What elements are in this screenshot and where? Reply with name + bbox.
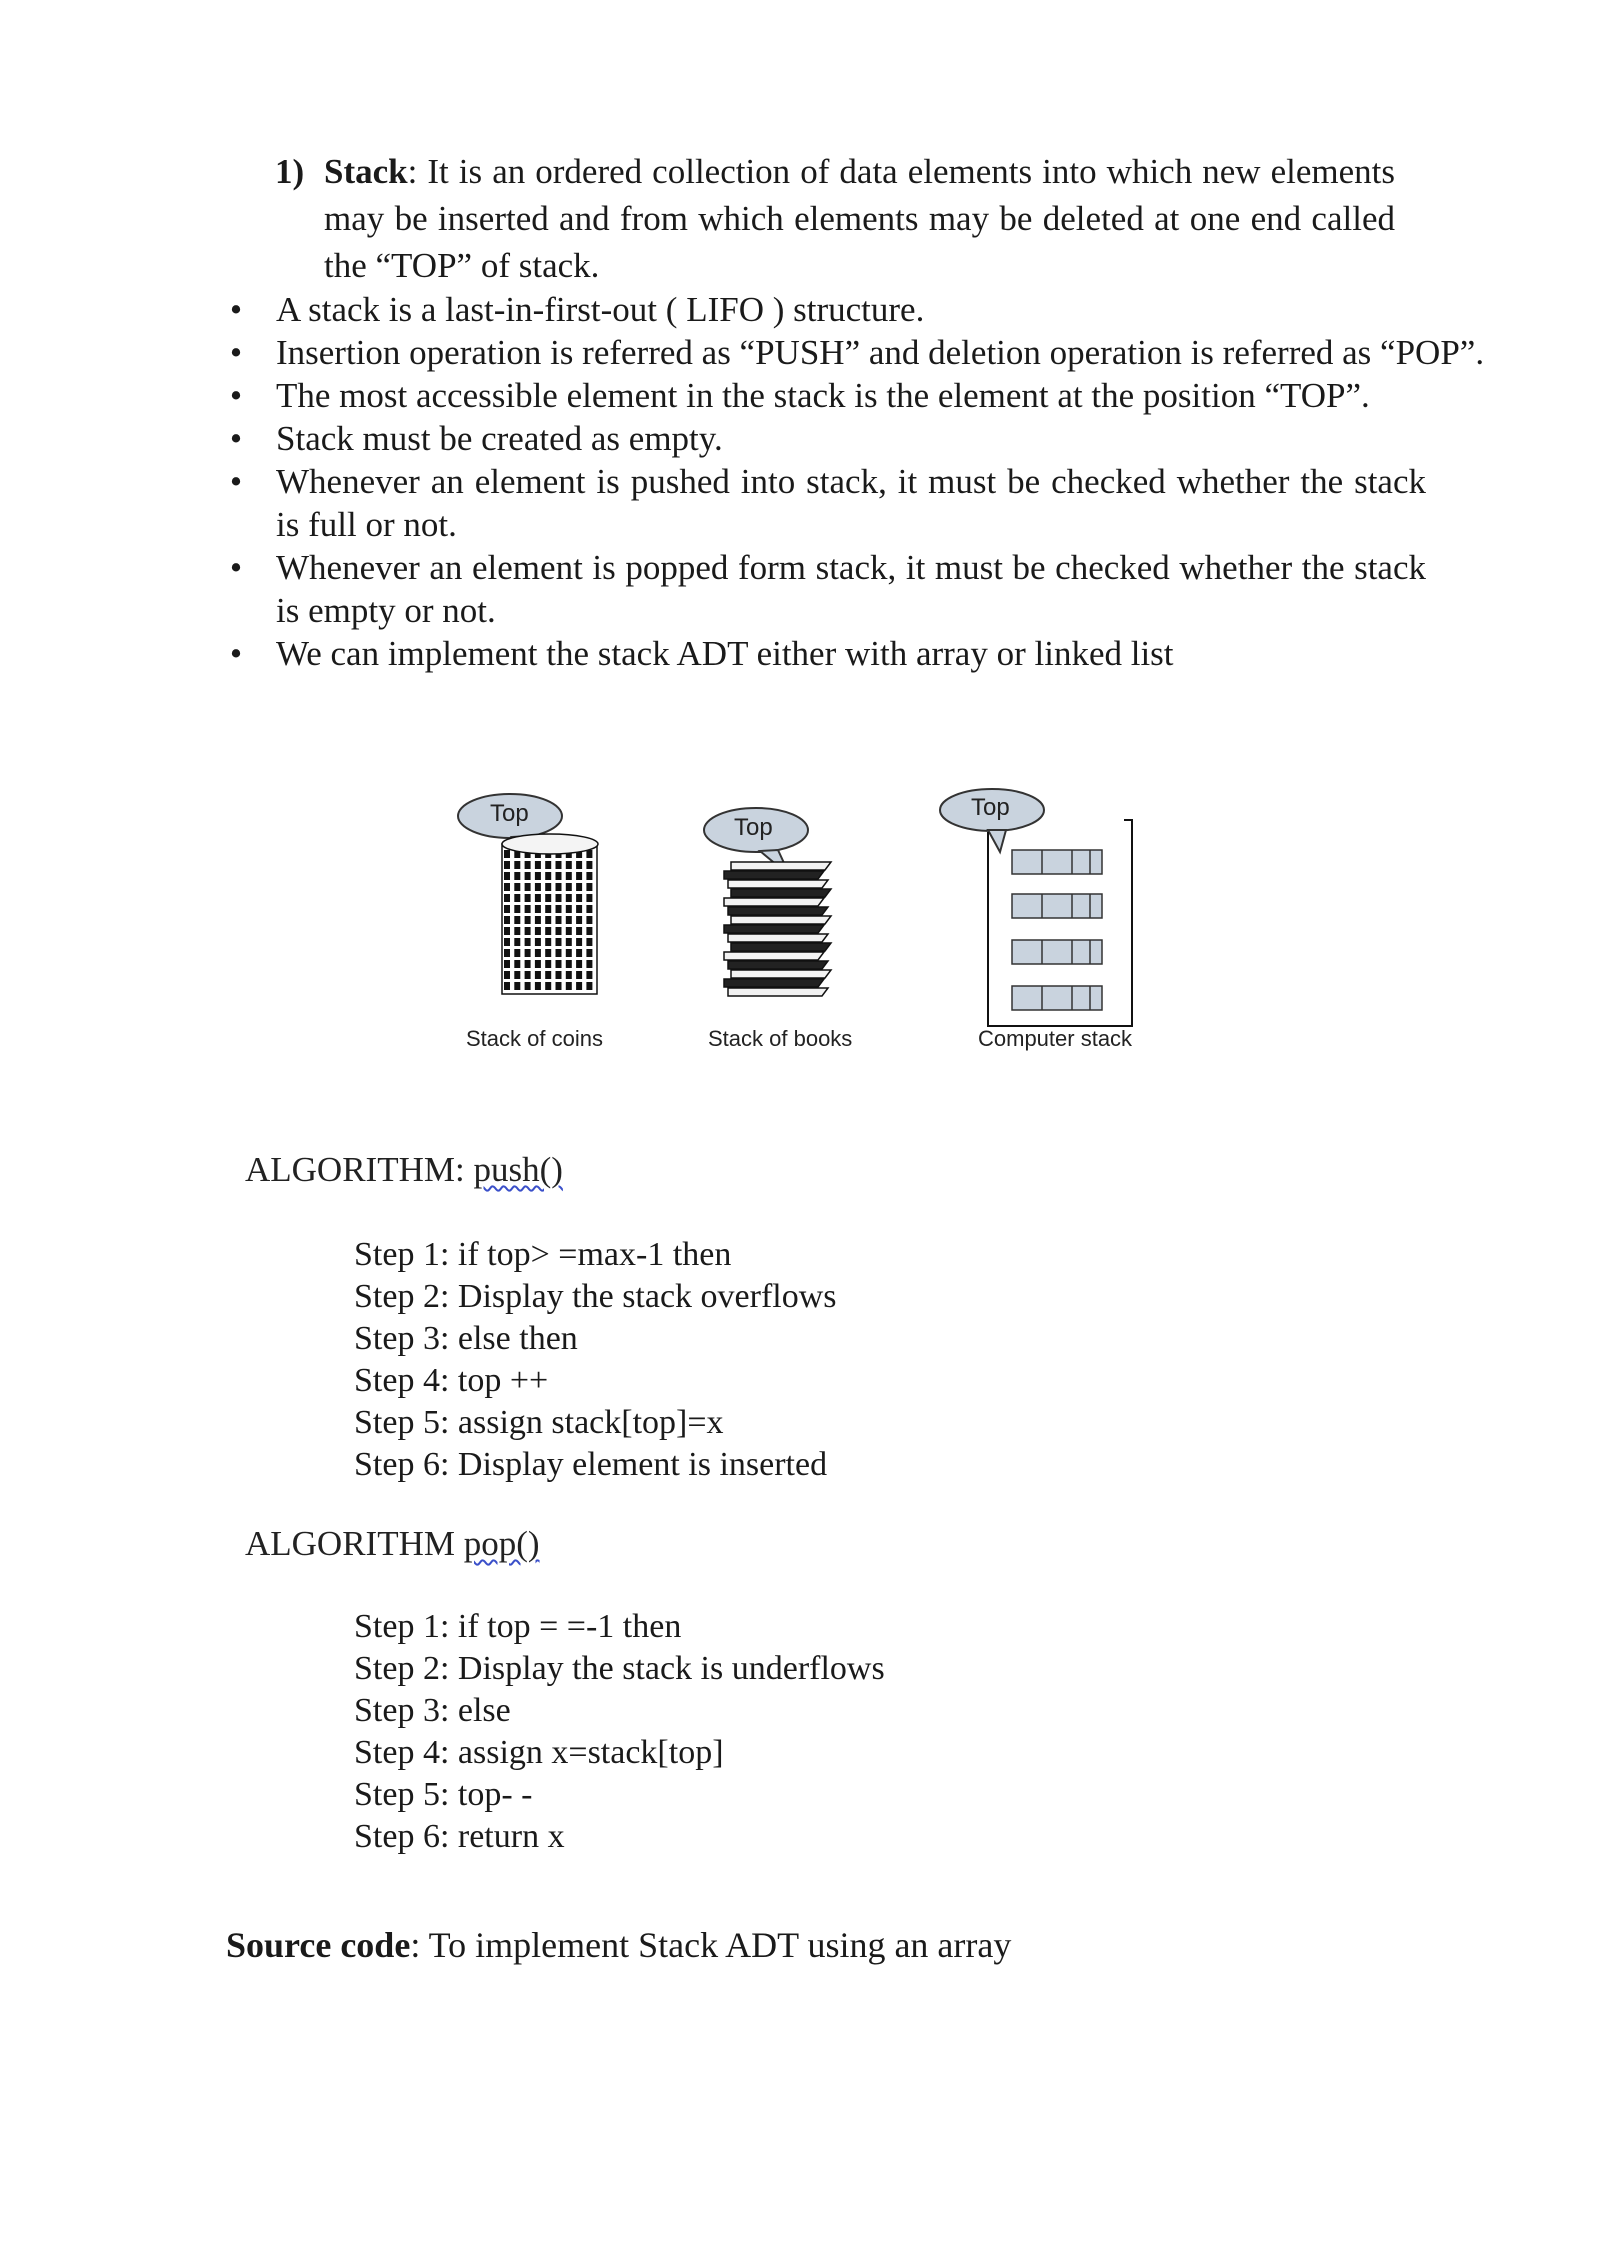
algorithm-step: Step 5: assign stack[top]=x <box>354 1404 724 1441</box>
bullet-item: • The most accessible element in the stack is the element at the position “TOP”. <box>226 374 1486 417</box>
pop-function-name: pop() <box>463 1524 540 1563</box>
push-algorithm-steps <box>354 1234 837 1486</box>
computer-stack-cells <box>1012 850 1102 1010</box>
bullet-item: • A stack is a last-in-first-out ( LIFO ) structure. <box>226 288 1486 331</box>
bullet-dot: • <box>229 333 243 372</box>
bullet-item: • We can implement the stack ADT either with array or linked list <box>226 632 1486 675</box>
books-top-label: Top <box>734 814 773 841</box>
coins-top-label: Top <box>490 800 529 827</box>
bullet-item: • Insertion operation is referred as “PUSH” and deletion operation is referred as “POP”. <box>226 331 1486 374</box>
push-function-name: push() <box>473 1150 563 1189</box>
computer-caption: Computer stack <box>978 1026 1133 1051</box>
algorithm-step: Step 3: else then <box>354 1320 578 1357</box>
book-stack-shape <box>724 862 831 996</box>
pop-algorithm-title: ALGORITHM pop() <box>245 1524 540 1563</box>
algorithm-step: Step 4: assign x=stack[top] <box>354 1734 724 1771</box>
algorithm-step: Step 1: if top> =max-1 then <box>354 1236 732 1273</box>
source-code-text: : To implement Stack ADT using an array <box>410 1925 1012 1965</box>
algorithm-step: Step 5: top- - <box>354 1776 533 1813</box>
bullet-dot: • <box>229 419 243 458</box>
stack-examples-figure <box>440 780 1200 1080</box>
coin-stack-shape <box>502 834 598 994</box>
stack-properties-list <box>226 288 1486 675</box>
push-algorithm-title: ALGORITHM: push() <box>245 1150 563 1189</box>
books-caption: Stack of books <box>708 1026 853 1051</box>
bullet-dot: • <box>229 462 243 501</box>
bullet-item: • Stack must be created as empty. <box>226 417 1486 460</box>
bullet-dot: • <box>229 376 243 415</box>
source-code-term: Source code <box>226 1925 411 1965</box>
bullet-dot: • <box>229 548 243 587</box>
definition-text: : It is an ordered collection of data elements into which new elements may be inserted and from which elements may be deleted at one end called the “TOP” of stack. <box>324 152 1395 285</box>
algorithm-step: Step 3: else <box>354 1692 511 1729</box>
algorithm-step: Step 4: top ++ <box>354 1362 549 1399</box>
algorithm-step: Step 2: Display the stack is underflows <box>354 1650 885 1687</box>
bullet-dot: • <box>229 634 243 673</box>
bullet-item: • Whenever an element is popped form stack, it must be checked whether the stack is empty or not. <box>226 546 1426 632</box>
pop-algorithm-steps <box>354 1606 885 1858</box>
bullet-item: • Whenever an element is pushed into stack, it must be checked whether the stack is full or not. <box>226 460 1426 546</box>
computer-top-label: Top <box>971 794 1010 821</box>
definition-number: 1) <box>275 152 305 191</box>
algorithm-step: Step 1: if top = =-1 then <box>354 1608 682 1645</box>
source-code-heading <box>226 1924 1011 1966</box>
coins-caption: Stack of coins <box>466 1026 603 1051</box>
bullet-dot: • <box>229 290 243 329</box>
algorithm-step: Step 6: return x <box>354 1818 565 1855</box>
stack-definition <box>275 148 1395 289</box>
algorithm-step: Step 6: Display element is inserted <box>354 1446 828 1483</box>
algorithm-step: Step 2: Display the stack overflows <box>354 1278 837 1315</box>
definition-term: Stack <box>324 152 408 191</box>
definition-body <box>324 148 1395 289</box>
